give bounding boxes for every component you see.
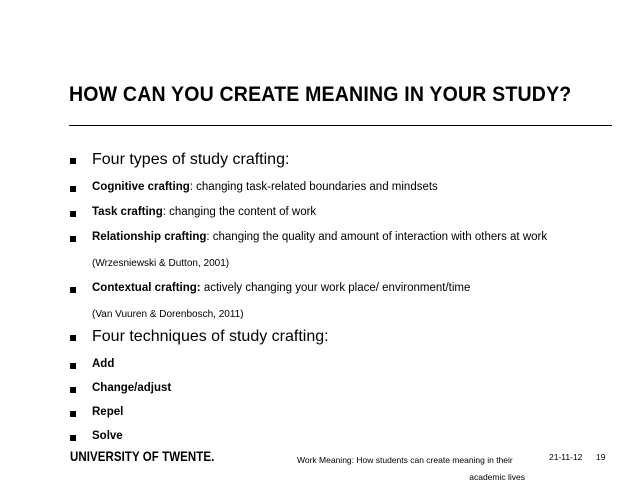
crafting-term: Contextual crafting: xyxy=(92,282,201,294)
crafting-text xyxy=(92,282,470,294)
crafting-desc: : changing task-related boundaries and mindsets xyxy=(189,181,438,193)
bullet-icon xyxy=(70,335,76,341)
crafting-term: Task crafting xyxy=(92,206,163,218)
bullet-icon xyxy=(70,435,76,441)
crafting-term: Relationship crafting xyxy=(92,231,207,243)
crafting-desc: : changing the content of work xyxy=(162,206,317,218)
bullet-icon xyxy=(70,363,76,369)
bullet-icon xyxy=(70,158,76,164)
crafting-text xyxy=(92,181,438,193)
page-number: 19 xyxy=(596,452,606,462)
crafting-intro-text: Four types of study crafting: xyxy=(92,151,290,168)
title-underline xyxy=(69,125,612,126)
crafting-text xyxy=(92,231,547,243)
technique-label: Add xyxy=(92,358,115,370)
footer-date: 21-11-12 xyxy=(549,452,583,462)
footer-title-line1: Work Meaning: How students can create meaning in their xyxy=(297,455,513,465)
reference-wrzesniewski: (Wrzesniewski & Dutton, 2001) xyxy=(92,258,230,269)
crafting-text xyxy=(92,206,316,218)
technique-label: Change/adjust xyxy=(92,382,172,394)
technique-label: Repel xyxy=(92,406,124,418)
bullet-icon xyxy=(70,211,76,217)
bullet-icon xyxy=(70,236,76,242)
slide-title: HOW CAN YOU CREATE MEANING IN YOUR STUDY? xyxy=(69,83,572,106)
technique-label: Solve xyxy=(92,430,123,442)
crafting-term: Cognitive crafting xyxy=(92,181,190,193)
footer-presentation-title xyxy=(297,452,537,486)
university-logo: UNIVERSITY OF TWENTE. xyxy=(70,448,215,464)
bullet-icon xyxy=(70,287,76,293)
reference-van-vuuren: (Van Vuuren & Dorenbosch, 2011) xyxy=(92,309,244,320)
crafting-desc: : changing the quality and amount of interaction with others at work xyxy=(206,231,548,243)
bullet-icon xyxy=(70,186,76,192)
crafting-desc: actively changing your work place/ environment/time xyxy=(200,282,471,294)
footer-title-line2: academic lives xyxy=(469,472,525,482)
techniques-intro-text: Four techniques of study crafting: xyxy=(92,328,329,345)
bullet-icon xyxy=(70,387,76,393)
bullet-icon xyxy=(70,411,76,417)
